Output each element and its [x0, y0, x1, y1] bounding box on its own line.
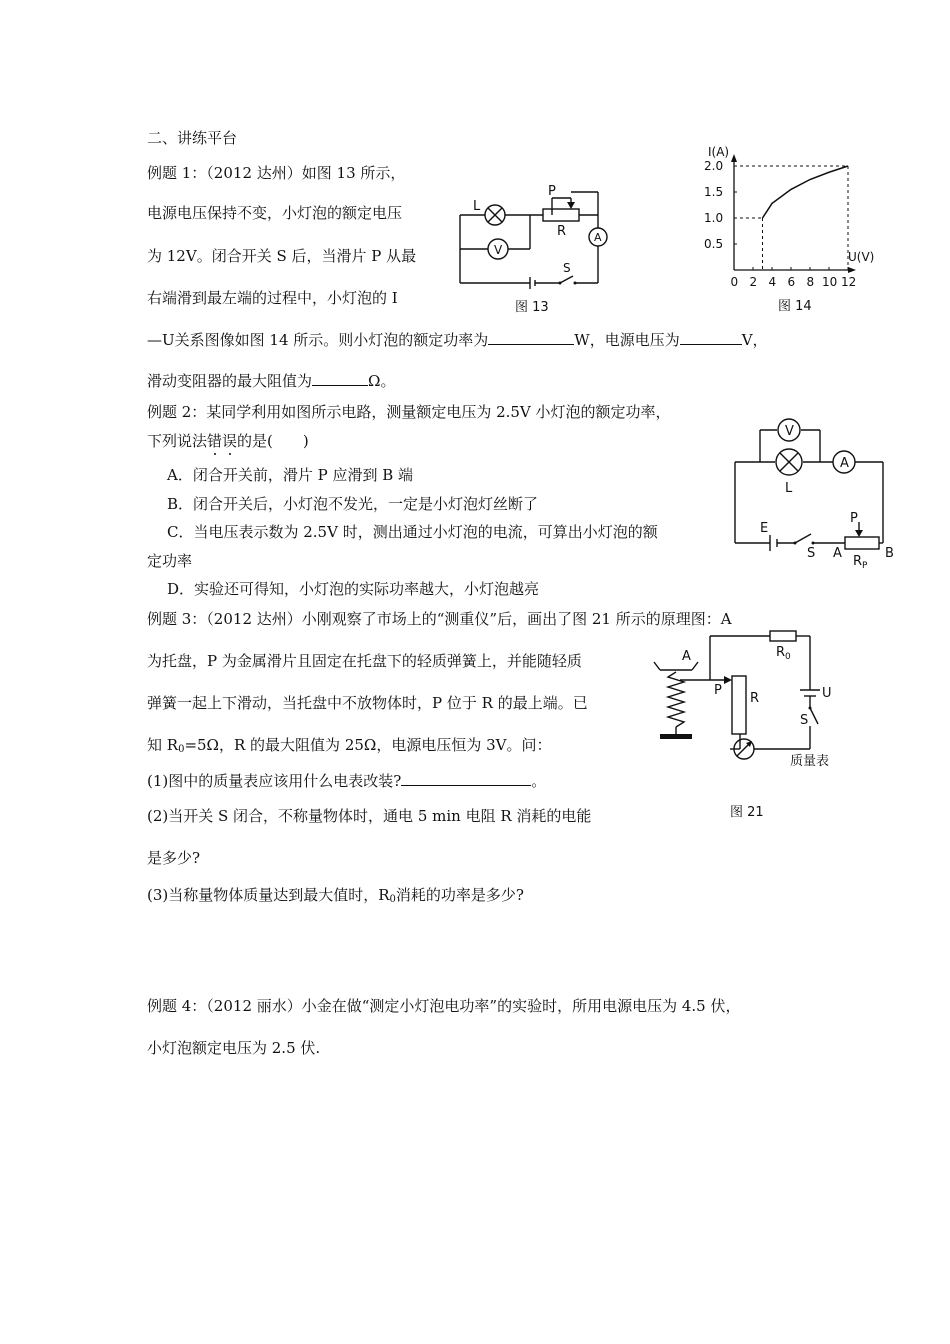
ex3-question-3: [147, 885, 524, 910]
ex2-label-p: P: [850, 511, 858, 526]
ex1-line-6: [147, 371, 395, 391]
ex1-line-6a: 滑动变阻器的最大阻值为: [147, 372, 313, 390]
fig21-label-a: A: [682, 649, 691, 664]
fig14-y-axis-label: I(A): [708, 145, 730, 159]
fig21-caption: 图 21: [730, 805, 764, 820]
fig21-label-u: U: [822, 686, 832, 701]
fig13-label-p: P: [548, 184, 556, 199]
fig21-meter-label: 质量表: [790, 754, 830, 769]
ex2-label-rp: $R_P$: [853, 554, 868, 571]
ex3-line-4: [147, 735, 552, 760]
ex3-line-4b: =5Ω，R 的最大阻值为 25Ω，电源电压恒为 3V。问：: [184, 736, 552, 754]
ex2-label-a-end: A: [833, 546, 842, 561]
fig14-x-axis-label: U(V): [848, 250, 875, 264]
ex2-line-2: [147, 431, 309, 451]
ex1-line-1: 例题 1：（2012 达州）如图 13 所示，: [147, 164, 406, 182]
x-tick-label: 8: [806, 275, 815, 289]
ex3-question-2: (2)当开关 S 闭合，不称量物体时，通电 5 min 电阻 R 消耗的电能: [147, 807, 592, 825]
ex2-option-b: B．闭合开关后，小灯泡不发光，一定是小灯泡灯丝断了: [167, 495, 539, 513]
ex3-line-4a: 知 R: [147, 736, 179, 754]
fig13-ammeter-a: A: [594, 231, 602, 244]
ex3-line-3: 弹簧一起上下滑动，当托盘中不放物体时，P 位于 R 的最上端。已: [147, 694, 588, 712]
ex2-line-2d: 的是( ): [237, 432, 309, 450]
ex2-voltmeter-v: V: [785, 424, 794, 439]
ex3-line-1: 例题 3：（2012 达州）小刚观察了市场上的“测重仪”后，画出了图 21 所示的原理图：A: [147, 610, 732, 628]
ex1-line-5: [147, 330, 768, 350]
ex1-line-2: 电源电压保持不变，小灯泡的额定电压: [147, 204, 403, 222]
iu-curve: [763, 166, 849, 218]
y-tick-label: 2.0: [704, 159, 724, 173]
ex1-line-3: 为 12V。闭合开关 S 后，当滑片 P 从最: [147, 247, 417, 265]
ex4-line-1: 例题 4：（2012 丽水）小金在做“测定小灯泡电功率”的实验时，所用电源电压为 4.5 伏，: [147, 997, 741, 1015]
meter-type-blank[interactable]: [401, 771, 531, 786]
ex2-label-s: S: [807, 546, 816, 561]
ex2-label-l: L: [785, 481, 793, 496]
ex2-ammeter-a: A: [840, 456, 849, 471]
fig13-label-l: L: [473, 199, 481, 214]
ex2-line-2a: 下列说法: [147, 432, 208, 450]
ex1-line-4: 右端滑到最左端的过程中，小灯泡的 I: [147, 289, 398, 307]
fig21-label-p: P: [714, 683, 722, 698]
section-title: 二、讲练平台: [147, 129, 238, 147]
x-tick-label: 4: [768, 275, 777, 289]
ex2-label-e: E: [760, 521, 769, 536]
ex2-line-1: 例题 2：某同学利用如图所示电路，测量额定电压为 2.5V 小灯泡的额定功率，: [147, 403, 671, 421]
source-voltage-blank[interactable]: [680, 330, 742, 345]
ex2-option-c-2: 定功率: [147, 552, 193, 570]
ex2-option-a: A．闭合开关前，滑片 P 应滑到 B 端: [167, 466, 414, 484]
fig14-caption: 图 14: [778, 299, 812, 314]
ex3-q3-end: 消耗的功率是多少?: [395, 886, 524, 904]
emphasis-wu: 误: [222, 432, 238, 450]
x-tick-label: 6: [787, 275, 796, 289]
ex3-line-4-sub: 0: [178, 744, 185, 755]
x-tick-label: 0: [730, 275, 739, 289]
x-tick-label: 12: [841, 275, 857, 289]
ex2-option-d: D．实验还可得知，小灯泡的实际功率越大，小灯泡越亮: [167, 580, 540, 598]
ex4-line-2: 小灯泡额定电压为 2.5 伏.: [147, 1039, 321, 1057]
x-tick-label: 2: [749, 275, 758, 289]
ex2-option-c-1: C．当电压表示数为 2.5V 时，测出通过小灯泡的电流，可算出小灯泡的额: [167, 523, 658, 541]
fig13-label-s: S: [563, 261, 571, 275]
ex3-question-1: [147, 771, 546, 791]
ex3-q3-text: (3)当称量物体质量达到最大值时，R: [147, 886, 390, 904]
figure-14-chart: [700, 145, 900, 323]
fig13-voltmeter-v: V: [494, 243, 503, 257]
ex3-line-2: 为托盘，P 为金属滑片且固定在托盘下的轻质弹簧上，并能随轻质: [147, 652, 582, 670]
fig21-label-r: R: [750, 691, 760, 706]
ex1-line-5b: W，电源电压为: [574, 331, 680, 349]
ex1-line-5a: —U关系图像如图 14 所示。则小灯泡的额定功率为: [147, 331, 489, 349]
emphasis-cuo: 错: [207, 432, 223, 450]
ex1-line-6b: Ω。: [368, 372, 396, 390]
rated-power-blank[interactable]: [488, 330, 574, 345]
fig21-label-r0: $R_0$: [776, 645, 791, 662]
figure-21-circuit: [652, 632, 852, 827]
ex3-q1-end: 。: [531, 772, 547, 790]
figure-13-circuit: [445, 180, 620, 320]
max-resistance-blank[interactable]: [312, 371, 368, 386]
fig13-label-r: R: [557, 224, 567, 239]
y-tick-label: 1.5: [704, 185, 724, 199]
ex3-q1-text: (1)图中的质量表应该用什么电表改装?: [147, 772, 402, 790]
y-tick-label: 1.0: [704, 211, 724, 225]
ex3-question-2-cont: 是多少?: [147, 849, 201, 867]
x-tick-label: 10: [822, 275, 838, 289]
fig13-caption: 图 13: [515, 300, 549, 315]
ex2-circuit: [725, 412, 900, 572]
y-tick-label: 0.5: [704, 237, 724, 251]
ex2-label-b-end: B: [885, 546, 894, 561]
ex1-line-5c: V，: [741, 331, 768, 349]
ex3-q3-sub: 0: [389, 894, 396, 905]
fig21-label-s: S: [800, 713, 809, 728]
